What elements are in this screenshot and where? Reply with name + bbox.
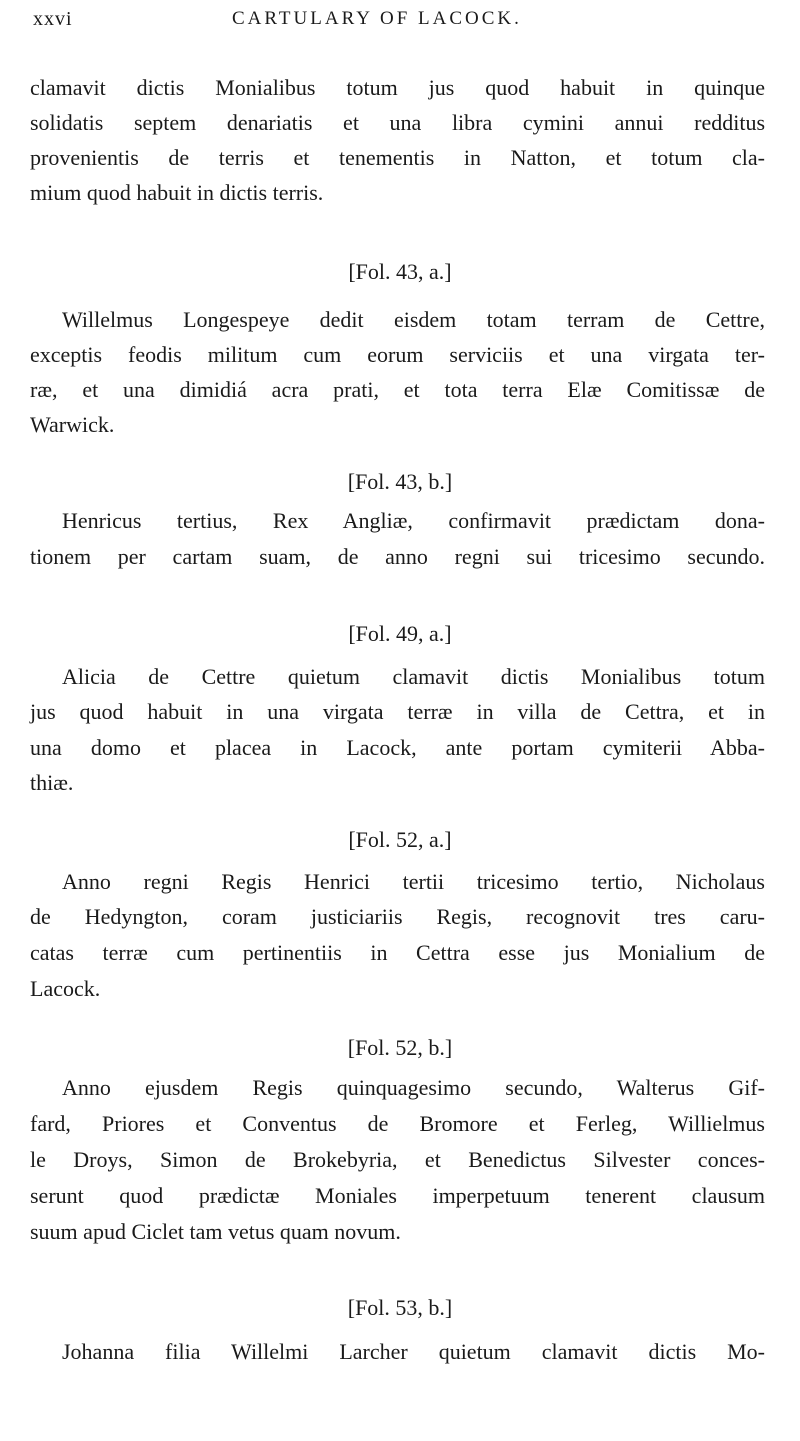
text-line: Willelmus Longespeye dedit eisdem totam terram de Cettre, — [62, 307, 765, 332]
text-line: serunt quod prædictæ Moniales imperpetuum tenerent clausum — [30, 1183, 765, 1208]
page-number: xxvi — [33, 8, 73, 30]
folio-heading: [Fol. 52, b.] — [347, 1035, 453, 1060]
text-line: Henricus tertius, Rex Angliæ, confirmavit prædictam dona- — [62, 508, 765, 533]
folio-heading: [Fol. 43, a.] — [348, 259, 452, 284]
text-line: exceptis feodis militum cum eorum serviciis et una virgata ter- — [30, 342, 765, 367]
folio-heading: [Fol. 53, b.] — [347, 1295, 453, 1320]
text-line: thiæ. — [30, 770, 74, 795]
text-line: Lacock. — [30, 976, 101, 1001]
text-line: Anno regni Regis Henrici tertii tricesimo tertio, Nicholaus — [62, 869, 765, 894]
text-line: tionem per cartam suam, de anno regni sui tricesimo secundo. — [30, 544, 765, 569]
text-line: Warwick. — [30, 412, 115, 437]
text-line: mium quod habuit in dictis terris. — [30, 180, 324, 205]
text-line: Alicia de Cettre quietum clamavit dictis Monialibus totum — [62, 664, 765, 689]
text-line: catas terræ cum pertinentiis in Cettra esse jus Monialium de — [30, 940, 765, 965]
text-line: solidatis septem denariatis et una libra cymini annui redditus — [30, 110, 765, 135]
text-line: jus quod habuit in una virgata terræ in villa de Cettra, et in — [30, 699, 765, 724]
folio-heading: [Fol. 49, a.] — [348, 621, 452, 646]
text-line: clamavit dictis Monialibus totum jus quod habuit in quinque — [30, 75, 765, 100]
running-title: CARTULARY OF LACOCK. — [232, 8, 522, 29]
folio-heading: [Fol. 52, a.] — [348, 827, 452, 852]
text-line: Anno ejusdem Regis quinquagesimo secundo, Walterus Gif- — [62, 1075, 765, 1100]
text-line: una domo et placea in Lacock, ante portam cymiterii Abba- — [30, 735, 765, 760]
text-line: Johanna filia Willelmi Larcher quietum clamavit dictis Mo- — [62, 1339, 765, 1364]
text-line: ræ, et una dimidiá acra prati, et tota terra Elæ Comitissæ de — [30, 377, 765, 402]
text-line: de Hedyngton, coram justiciariis Regis, recognovit tres caru- — [30, 904, 765, 929]
text-line: fard, Priores et Conventus de Bromore et Ferleg, Willielmus — [30, 1111, 765, 1136]
text-line: suum apud Ciclet tam vetus quam novum. — [30, 1219, 401, 1244]
text-line: provenientis de terris et tenementis in Natton, et totum cla- — [30, 145, 765, 170]
text-line: le Droys, Simon de Brokebyria, et Benedictus Silvester conces- — [30, 1147, 765, 1172]
folio-heading: [Fol. 43, b.] — [347, 469, 453, 494]
